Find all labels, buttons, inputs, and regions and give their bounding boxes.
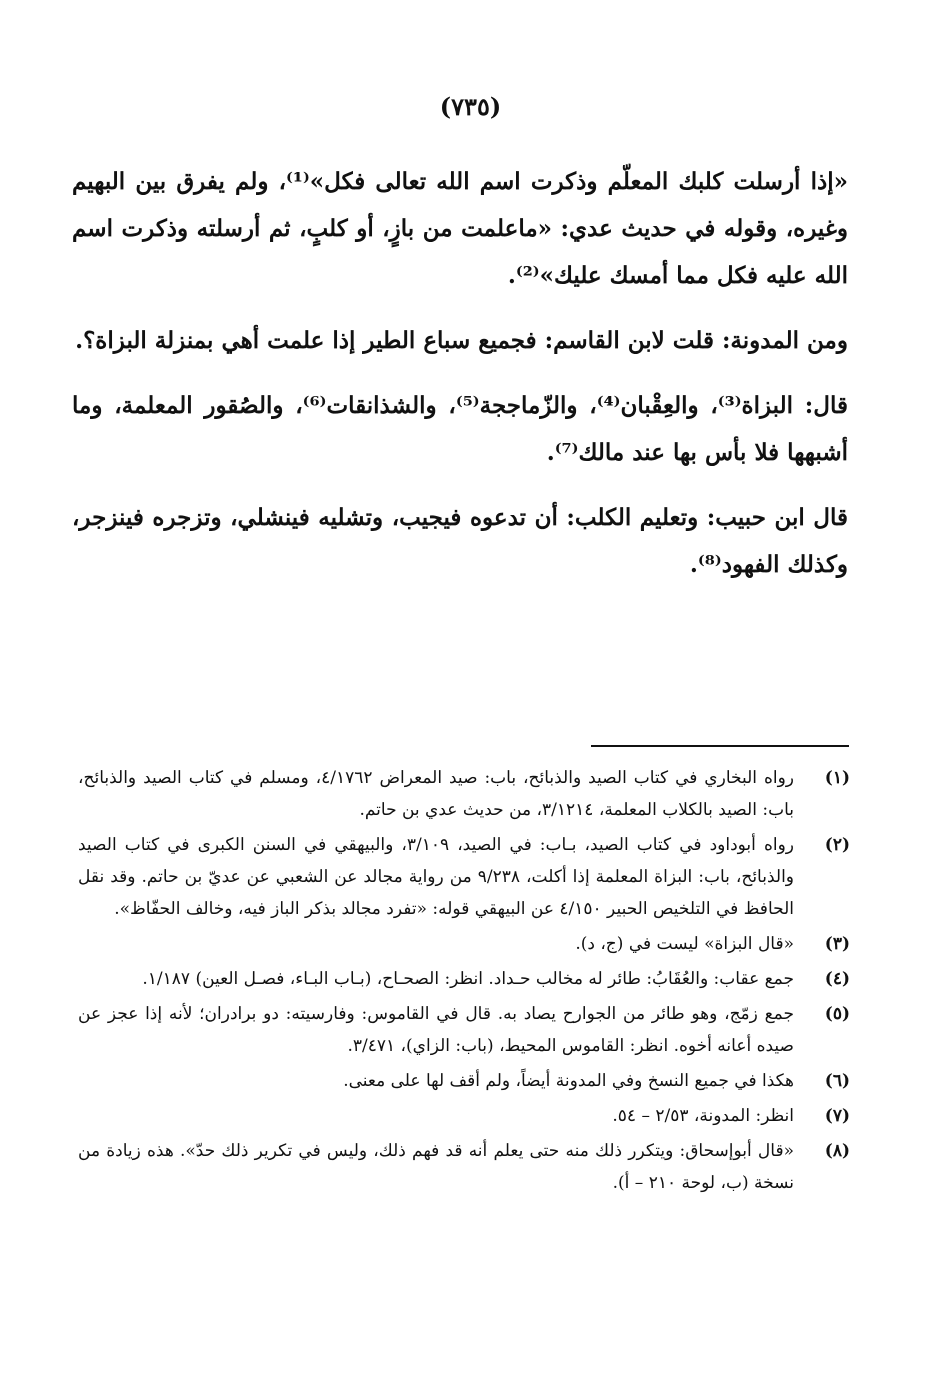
footnote-text: رواه أبوداود في كتاب الصيد، بـاب: في الصيد، ٣/١٠٩، والبيهقي في السنن الكبرى في كتاب الصيد والذبائح، باب: البزاة المعلمة إذا أكلت، ٩/٢٣٨ من رواية مجالد عن الشعبي عن عديّ بن حاتم. وقد نقل الحافظ في التلخيص الحبير ٤/١٥٠ عن البيهقي قوله: «تفرد مجالد بذكر الباز فيه، وخالف الحفّاظ». bbox=[78, 835, 795, 919]
footnote-text: انظر: المدونة، ٢/٥٣ – ٥٤. bbox=[612, 1106, 794, 1126]
footnote-6 bbox=[78, 1065, 850, 1097]
footnote-7 bbox=[78, 1100, 850, 1132]
footnote-4 bbox=[78, 963, 850, 995]
footnote-number: (٨) bbox=[824, 1141, 850, 1161]
paragraph-2: ومن المدونة: قلت لابن القاسم: فجميع سباع الطير إذا علمت أهي بمنزلة البزاة؟. bbox=[75, 327, 848, 354]
paragraph-4: قال ابن حبيب: وتعليم الكلب: أن تدعوه فيجيب، وتشليه فينشلي، وتزجره فينزجر، وكذلك الفهود⁽⁸⁾. bbox=[72, 504, 848, 578]
footnote-text: «قال البزاة» ليست في (ج، د). bbox=[575, 934, 794, 954]
footnote-number: (٥) bbox=[824, 1004, 850, 1024]
footnote-divider bbox=[591, 745, 849, 747]
footnote-text: «قال أبوإسحاق: ويتكرر ذلك منه حتى يعلم أنه قد فهم ذلك، وليس في تكرير ذلك حدّ». هذه زيادة من نسخة (ب، لوحة ٢١٠ – أ). bbox=[78, 1141, 794, 1193]
main-text bbox=[72, 158, 848, 606]
footnote-number: (٤) bbox=[824, 969, 850, 989]
footnote-number: (٧) bbox=[824, 1106, 850, 1126]
footnote-text: جمع زمّج، وهو طائر من الجوارح يصاد به. قال في القاموس: وفارسيته: دو برادران؛ لأنه إذا عجز عن صيده أعانه أخوه. انظر: القاموس المحيط، (باب: الزاي)، ٣/٤٧١. bbox=[78, 1004, 794, 1056]
footnote-5 bbox=[78, 998, 850, 1062]
footnote-3 bbox=[78, 928, 850, 960]
footnote-text: رواه البخاري في كتاب الصيد والذبائح، باب: صيد المعراض ٤/١٧٦٢، ومسلم في كتاب الصيد والذبائح، باب: الصيد بالكلاب المعلمة، ٣/١٢١٤، من حديث عدي بن حاتم. bbox=[78, 768, 795, 820]
page-number: (٧٣٥) bbox=[439, 92, 502, 121]
paragraph-3: قال: البزاة⁽³⁾، والعِقْبان⁽⁴⁾، والزّماججة⁽⁵⁾، والشذانقات⁽⁶⁾، والصُقور المعلمة، وما أشبهها فلا بأس بها عند مالك⁽⁷⁾. bbox=[72, 392, 848, 466]
footnote-1 bbox=[78, 762, 850, 826]
paragraph-1: «إذا أرسلت كلبك المعلّم وذكرت اسم الله تعالى فكل»⁽¹⁾، ولم يفرق بين البهيم وغيره، وقوله في حديث عدي: «ماعلمت من بازٍ، أو كلبٍ، ثم أرسلته وذكرت اسم الله عليه فكل مما أمسك عليك»⁽²⁾. bbox=[72, 168, 848, 289]
footnote-text: جمع عقاب: والعُقَابُ: طائر له مخالب حـداد. انظر: الصحـاح، (بـاب البـاء، فصـل العين) ١/١٨٧. bbox=[142, 969, 794, 989]
footnote-text: هكذا في جميع النسخ وفي المدونة أيضاً، ولم أقف لها على معنى. bbox=[343, 1071, 794, 1091]
footnote-number: (٣) bbox=[824, 934, 850, 954]
footnotes bbox=[78, 762, 850, 1202]
footnote-8 bbox=[78, 1135, 850, 1199]
footnote-number: (١) bbox=[824, 768, 850, 788]
footnote-number: (٢) bbox=[824, 835, 850, 855]
footnote-2 bbox=[78, 829, 850, 925]
footnote-number: (٦) bbox=[824, 1071, 850, 1091]
